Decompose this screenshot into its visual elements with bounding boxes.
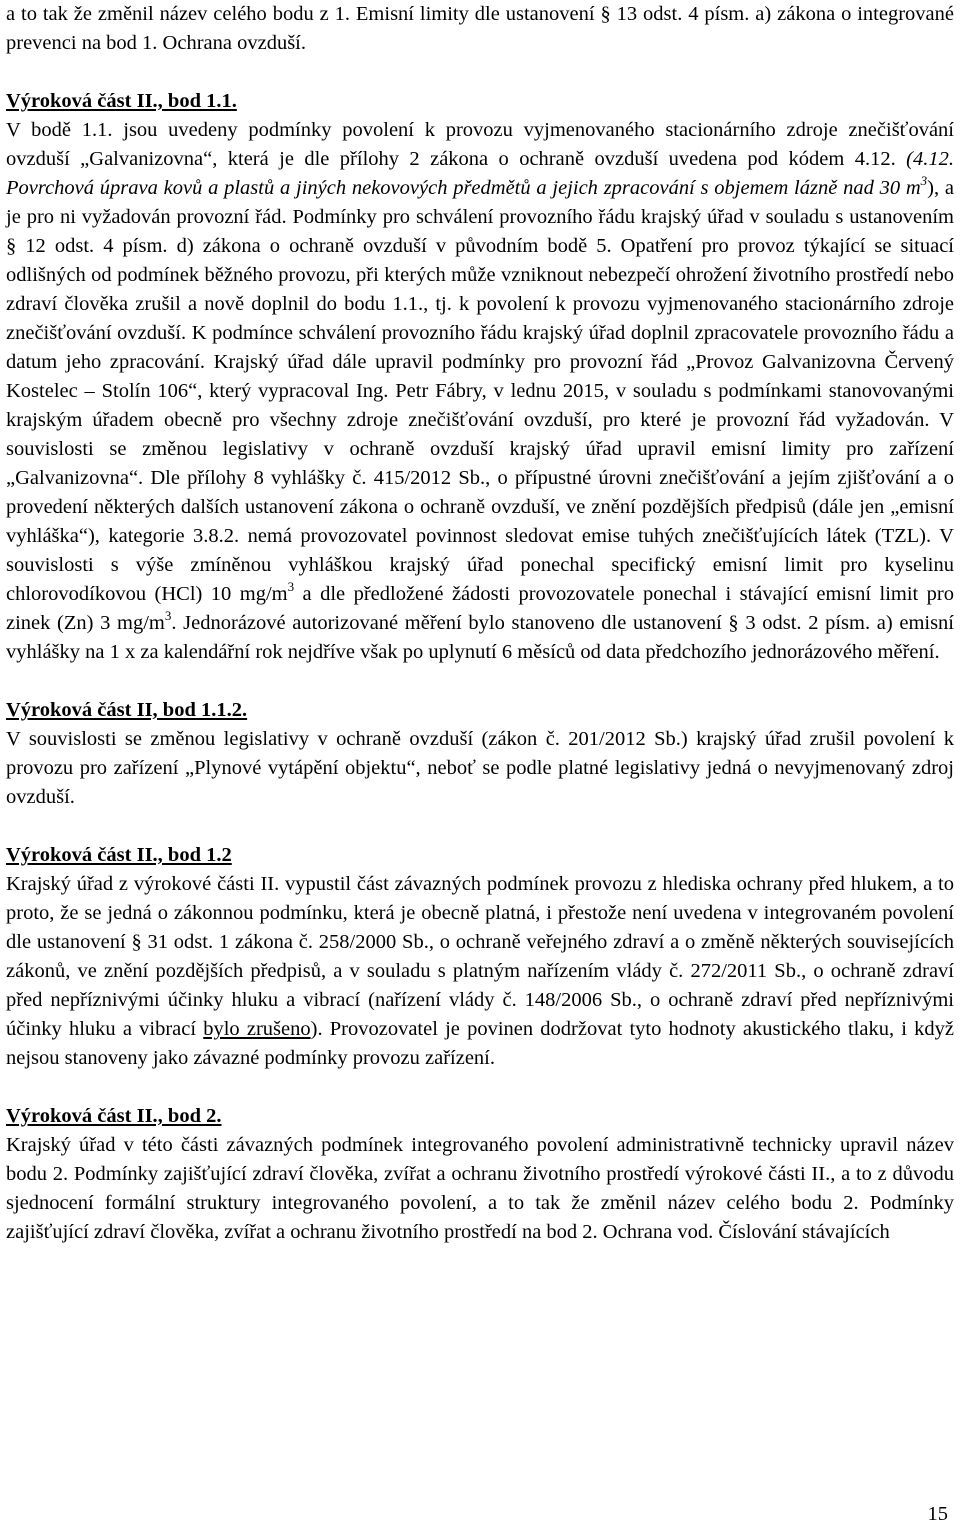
spacer (6, 667, 954, 696)
section-heading-1-2: Výroková část II., bod 1.2 (6, 844, 232, 866)
italic-code-description: (4.12. Povrchová úprava kovů a plastů a jiných nekovových předmětů a jejich zpracování s objemem lázně nad 30 m (6, 148, 954, 199)
underlined-text: bylo zrušeno (203, 1018, 311, 1040)
superscript: 3 (287, 579, 295, 595)
spacer (6, 812, 954, 841)
section-heading-1-1-2: Výroková část II, bod 1.1.2. (6, 699, 248, 721)
paragraph-intro: a to tak že změnil název celého bodu z 1. Emisní limity dle ustanovení § 13 odst. 4 písm. a) zákona o integrované prevenci na bod 1. Ochrana ovzduší. (6, 3, 954, 54)
page-number: 15 (927, 1503, 948, 1525)
paragraph-section-1-2 (6, 870, 954, 1073)
paragraph-text: a dle předložené žádosti provozovatele ponechal i stávající emisní limit pro zinek (Zn) 3 mg/m (6, 583, 955, 634)
paragraph-text: V bodě 1.1. jsou uvedeny podmínky povolení k provozu vyjmenovaného stacionárního zdroje znečišťování ovzduší „Galvanizovna“, která je dle přílohy 2 zákona o ochraně ovzduší uvedena pod kódem 4.12. (6, 119, 954, 170)
paragraph-text: ). Provozovatel je povinen dodržovat tyto hodnoty akustického tlaku, i když nejsou stanoveny jako závazné podmínky provozu zařízení. (6, 1018, 955, 1069)
paragraph-section-2: Krajský úřad v této části závazných podmínek integrovaného povolení administrativně technicky upravil název bodu 2. Podmínky zajišťující zdraví člověka, zvířat a ochranu životního prostředí výrokové části II., a to z důvodu sjednocení formální struktury integrovaného povolení, a to tak že změnil název celého bodu 2. Podmínky zajišťující zdraví člověka, zvířat a ochranu životního prostředí na bod 2. Ochrana vod. Číslování stávajících (6, 1134, 954, 1243)
document-page (6, 0, 954, 1247)
paragraph-text: . Jednorázové autorizované měření bylo stanoveno dle ustanovení § 3 odst. 2 písm. a) emisní vyhlášky na 1 x za kalendářní rok nejdříve však po uplynutí 6 měsíců od data předchozího jednorázového měření. (6, 612, 955, 663)
paragraph-text: Krajský úřad z výrokové části II. vypustil část závazných podmínek provozu z hlediska ochrany před hlukem, a to proto, že se jedná o zákonnou podmínku, která je obecně platná, i přestože není uvedena v integrovaném povolení dle ustanovení § 31 odst. 1 zákona č. 258/2000 Sb., o ochraně veřejného zdraví a o změně některých souvisejících zákonů, ve znění pozdějších předpisů, a v souladu s platným nařízením vlády č. 272/2011 Sb., o ochraně zdraví před nepříznivými účinky hluku a vibrací (nařízení vlády č. 148/2006 Sb., o ochraně zdraví před nepříznivými účinky hluku a vibrací (6, 873, 954, 1040)
superscript: 3 (164, 608, 172, 624)
spacer (6, 1073, 954, 1102)
superscript: 3 (920, 173, 928, 189)
spacer (6, 58, 954, 87)
paragraph-text: ), a je pro ni vyžadován provozní řád. Podmínky pro schválení provozního řádu krajský úřad v souladu s ustanovením § 12 odst. 4 písm. d) zákona o ochraně ovzduší v původním bodě 5. Opatření pro provoz týkající se situací odlišných od podmínek běžného provozu, při kterých může vzniknout nebezpečí ohrožení životního prostředí nebo zdraví člověka zrušil a nově doplnil do bodu 1.1., tj. k povolení k provozu vyjmenovaného stacionárního zdroje znečišťování ovzduší. K podmínce schválení provozního řádu krajský úřad doplnil zpracovatele provozního řádu a datum jeho zpracování. Krajský úřad dále upravil podmínky pro provozní řád „Provoz Galvanizovna Červený Kostelec – Stolín 106“, který vypracoval Ing. Petr Fábry, v lednu 2015, v souladu s podmínkami stanovovanými krajským úřadem obecně pro všechny zdroje znečišťování ovzduší, pro které je provozní řád vyžadován. V souvislosti se změnou legislativy v ochraně ovzduší krajský úřad upravil emisní limity pro zařízení „Galvanizovna“. Dle přílohy 8 vyhlášky č. 415/2012 Sb., o přípustné úrovni znečišťování a jejím zjišťování a o provedení některých dalších ustanovení zákona o ochraně ovzduší, ve znění pozdějších předpisů (dále jen „emisní vyhláška“), kategorie 3.8.2. nemá provozovatel povinnost sledovat emise tuhých znečišťujících látek (TZL). V souvislosti s výše zmíněnou vyhláškou krajský úřad ponechal specifický emisní limit pro kyselinu chlorovodíkovou (HCl) 10 mg/m (6, 177, 954, 605)
section-heading-2: Výroková část II., bod 2. (6, 1105, 222, 1127)
paragraph-section-1-1 (6, 116, 954, 667)
section-heading-1-1: Výroková část II., bod 1.1. (6, 90, 237, 112)
paragraph-section-1-1-2: V souvislosti se změnou legislativy v ochraně ovzduší (zákon č. 201/2012 Sb.) krajský úřad zrušil povolení k provozu pro zařízení „Plynové vytápění objektu“, neboť se podle platné legislativy jedná o nevyjmenovaný zdroj ovzduší. (6, 728, 954, 808)
